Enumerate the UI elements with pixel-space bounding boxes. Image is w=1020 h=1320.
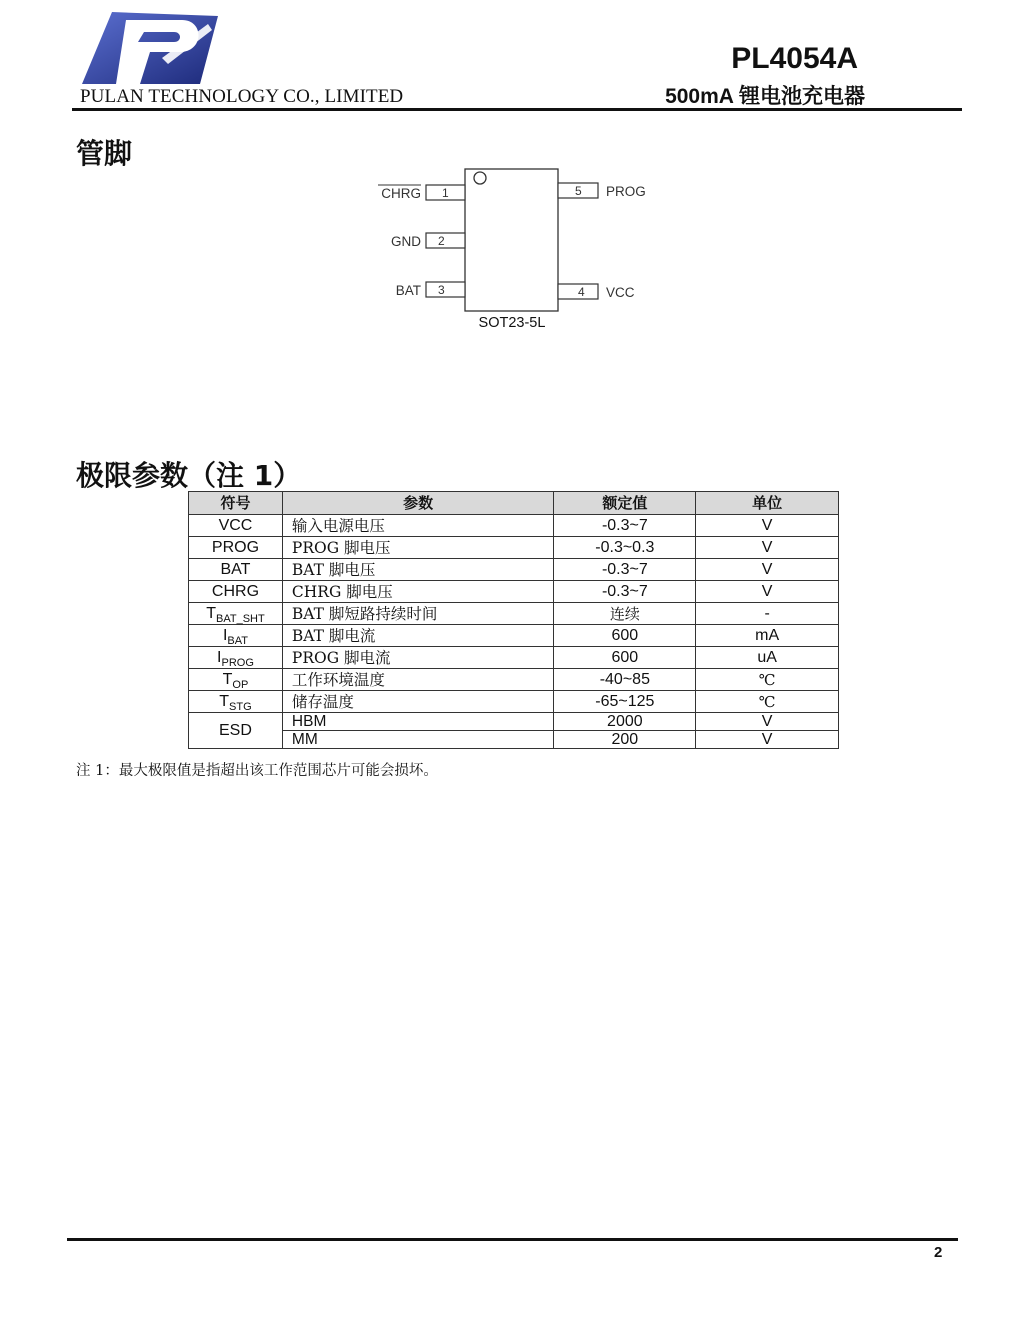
table-row xyxy=(189,515,839,537)
pin-2-name: GND xyxy=(391,234,421,249)
row-unit: V xyxy=(696,731,839,749)
row-symbol: VCC xyxy=(189,515,283,537)
row-rating: 600 xyxy=(554,647,696,669)
row-unit: V xyxy=(696,713,839,731)
pin-1-name: CHRG xyxy=(381,186,421,201)
table-row xyxy=(189,603,839,625)
row-rating: -40~85 xyxy=(554,669,696,691)
footnote: 注 1：最大极限值是指超出该工作范围芯片可能会损坏。 xyxy=(76,763,438,779)
table-row xyxy=(189,691,839,713)
package-label: SOT23-5L xyxy=(478,315,546,331)
pin-5 xyxy=(558,183,646,199)
header-symbol: 符号 xyxy=(189,492,283,515)
row-symbol: CHRG xyxy=(189,581,283,603)
row-rating: 200 xyxy=(554,731,696,749)
row-symbol: $I_{PROG}$ xyxy=(189,647,283,669)
row-parameter: HBM xyxy=(282,713,554,731)
row-parameter: 储存温度 xyxy=(282,691,554,713)
pin-diagram xyxy=(370,164,670,336)
row-rating: -0.3~7 xyxy=(554,515,696,537)
row-parameter: BAT 脚短路持续时间 xyxy=(282,603,554,625)
header-parameter: 参数 xyxy=(282,492,554,515)
row-unit: uA xyxy=(696,647,839,669)
table-row xyxy=(189,581,839,603)
row-unit: V xyxy=(696,559,839,581)
footer-divider xyxy=(67,1238,958,1241)
row-unit: V xyxy=(696,515,839,537)
table-row xyxy=(189,647,839,669)
table-row-esd-hbm xyxy=(189,713,839,731)
row-rating: 连续 xyxy=(554,603,696,625)
row-parameter: BAT 脚电压 xyxy=(282,559,554,581)
row-symbol: $T_{OP}$ xyxy=(189,669,283,691)
pin-4-name: VCC xyxy=(606,285,635,300)
row-symbol: $I_{BAT}$ xyxy=(189,625,283,647)
company-name: PULAN TECHNOLOGY CO., LIMITED xyxy=(80,86,404,107)
chip-body xyxy=(465,169,558,311)
header-rating: 额定值 xyxy=(554,492,696,515)
table-row xyxy=(189,625,839,647)
row-parameter: CHRG 脚电压 xyxy=(282,581,554,603)
table-row xyxy=(189,559,839,581)
row-unit: ℃ xyxy=(696,669,839,691)
pin-5-number: 5 xyxy=(575,184,582,198)
pin-5-name: PROG xyxy=(606,184,646,199)
pin-4-number: 4 xyxy=(578,285,585,299)
pin-2 xyxy=(391,233,465,249)
row-parameter: 工作环境温度 xyxy=(282,669,554,691)
pin-2-number: 2 xyxy=(438,234,445,248)
row-unit: - xyxy=(696,603,839,625)
pin-1-number: 1 xyxy=(442,186,449,200)
table-row-esd-mm xyxy=(189,731,839,749)
row-parameter: PROG 脚电流 xyxy=(282,647,554,669)
row-unit: V xyxy=(696,581,839,603)
row-parameter: BAT 脚电流 xyxy=(282,625,554,647)
row-rating: -65~125 xyxy=(554,691,696,713)
row-unit: V xyxy=(696,537,839,559)
row-parameter: 输入电源电压 xyxy=(282,515,554,537)
row-symbol: BAT xyxy=(189,559,283,581)
esd-symbol: ESD xyxy=(189,713,283,749)
row-rating: -0.3~7 xyxy=(554,559,696,581)
row-rating: -0.3~0.3 xyxy=(554,537,696,559)
absolute-max-ratings-table xyxy=(188,491,839,749)
table-row xyxy=(189,669,839,691)
row-symbol: $T_{BAT\_SHT}$ xyxy=(189,603,283,625)
row-symbol: $T_{STG}$ xyxy=(189,691,283,713)
row-unit: mA xyxy=(696,625,839,647)
table-row xyxy=(189,537,839,559)
page-number: 2 xyxy=(934,1244,943,1261)
limits-section-title: 极限参数（注 1） xyxy=(76,459,302,492)
row-parameter: MM xyxy=(282,731,554,749)
row-rating: -0.3~7 xyxy=(554,581,696,603)
pin-3-name: BAT xyxy=(395,283,421,298)
pin-1 xyxy=(378,185,465,201)
row-rating: 2000 xyxy=(554,713,696,731)
pin-3 xyxy=(396,282,465,298)
pin-3-number: 3 xyxy=(438,283,445,297)
row-unit: ℃ xyxy=(696,691,839,713)
row-symbol: PROG xyxy=(189,537,283,559)
header-divider xyxy=(72,108,962,111)
pins-section-title: 管脚 xyxy=(76,137,133,170)
part-number: PL4054A xyxy=(731,42,858,75)
document-subtitle: 500mA 锂电池充电器 xyxy=(665,85,865,108)
company-logo xyxy=(82,10,218,86)
header-unit: 单位 xyxy=(696,492,839,515)
row-rating: 600 xyxy=(554,625,696,647)
row-parameter: PROG 脚电压 xyxy=(282,537,554,559)
table-header-row xyxy=(189,492,839,515)
pin-4 xyxy=(558,284,635,300)
